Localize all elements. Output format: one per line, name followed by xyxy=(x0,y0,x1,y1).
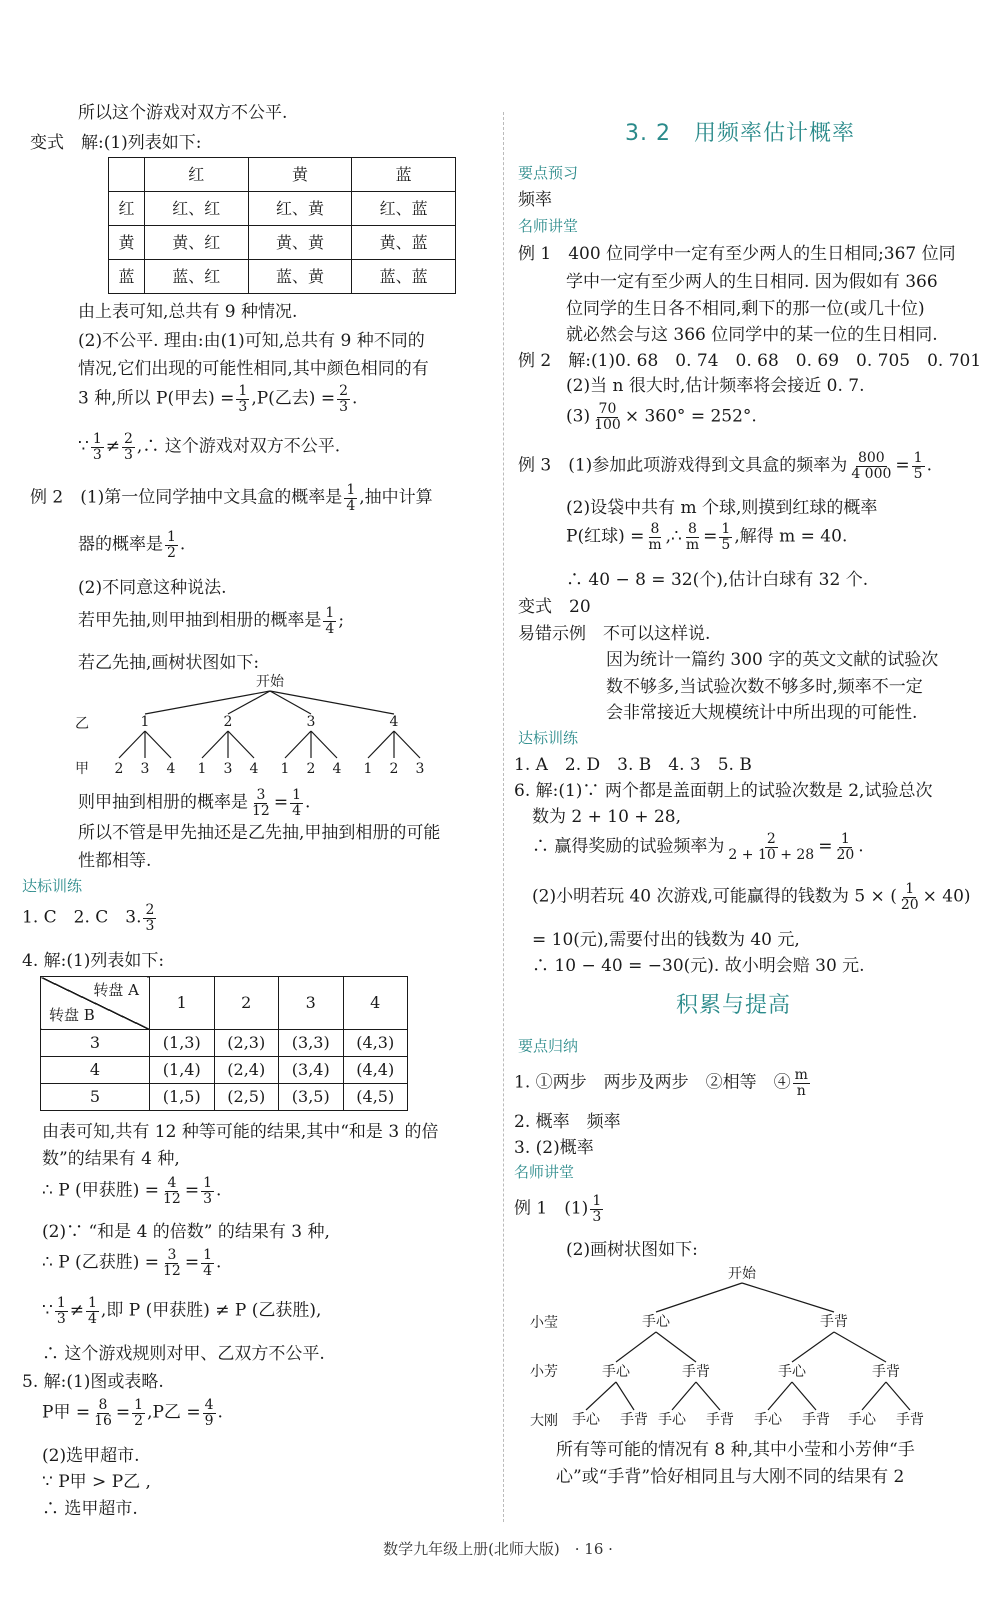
tree-branch xyxy=(145,691,270,714)
text-line: (2)选甲超市. xyxy=(42,1446,140,1466)
tree-branch xyxy=(616,1382,634,1410)
tree-branch xyxy=(656,1283,742,1312)
table-row xyxy=(109,260,456,294)
tree-node: 3 xyxy=(306,714,316,730)
corner-label-bottom: 转盘 B xyxy=(49,1006,95,1025)
tree-branch xyxy=(616,1332,656,1362)
text-line: 性都相等. xyxy=(78,851,152,871)
tree-leaf: 4 xyxy=(249,761,259,776)
table-cell: (2,4) xyxy=(214,1057,279,1084)
section-title: 积累与提高 xyxy=(676,993,792,1018)
spinner-table xyxy=(40,976,408,1111)
text-line: 数为 2 + 10 + 28, xyxy=(532,807,681,827)
formula-line: 例 1 (1) $\frac{1}{3}$ xyxy=(514,1193,602,1225)
text-line: 数”的结果有 4 种, xyxy=(42,1149,180,1169)
tree-leaf: 4 xyxy=(166,761,176,776)
table-cell: (4,3) xyxy=(343,1030,408,1057)
table-cell: 蓝、蓝 xyxy=(352,260,456,294)
tree-root: 开始 xyxy=(728,1266,756,1282)
tree-node: 1 xyxy=(140,714,150,730)
tree-leaf: 3 xyxy=(140,761,150,776)
tree-branch xyxy=(792,1382,816,1410)
text-line: 因为统计一篇约 300 字的英文文献的试验次 xyxy=(606,650,939,670)
table-cell: (1,5) xyxy=(150,1084,215,1111)
tree-branch xyxy=(228,731,254,758)
tree-branch xyxy=(586,1382,616,1410)
text-line: 4. 解:(1)列表如下: xyxy=(22,951,165,971)
formula-line: 3 种,所以 P(甲去) = $\frac{1}{3}$ ,P(乙去) = $\frac{2}{3}$ . xyxy=(78,383,358,415)
table-cell: 红 xyxy=(109,192,145,226)
corner-label-top: 转盘 A xyxy=(93,981,139,999)
text-line: 心”或“手背”恰好相同且与大刚不同的结果有 2 xyxy=(556,1467,905,1487)
tree-row-label: 甲 xyxy=(75,761,89,776)
section-label: 要点归纳 xyxy=(518,1037,579,1055)
tree-leaf: 手背 xyxy=(706,1412,734,1428)
tree-leaf: 4 xyxy=(332,761,342,776)
table-cell: 蓝 xyxy=(109,260,145,294)
formula-line: ∵ $\frac{1}{3}$ ≠ $\frac{1}{4}$ ,即 P (甲获胜) ≠ P (乙获胜), xyxy=(42,1295,322,1327)
tree-branch xyxy=(886,1382,910,1410)
tree-node: 手心 xyxy=(642,1314,670,1330)
table-cell: (2,5) xyxy=(214,1084,279,1111)
text-line: (2)不同意这种说法. xyxy=(78,578,227,598)
table-row xyxy=(109,226,456,260)
formula-line: ∴ P (乙获胜) = $\frac{3}{12}$ = $\frac{1}{4}$ . xyxy=(42,1247,222,1279)
text-line: ∴ 这个游戏规则对甲、乙双方不公平. xyxy=(42,1344,325,1364)
table-cell: 红、黄 xyxy=(248,192,352,226)
tree-leaf: 3 xyxy=(223,761,233,776)
formula-line: 1. ①两步 两步及两步 ②相等 ④ $\frac{m}{n}$ xyxy=(514,1067,808,1099)
table-cell: 黄 xyxy=(248,158,352,192)
table-cell: (1,3) xyxy=(150,1030,215,1057)
tree-node: 手背 xyxy=(682,1364,710,1380)
text-line: ∴ 选甲超市. xyxy=(42,1499,138,1519)
formula-line: P(红球) = $\frac{8}{m}$ ,∴ $\frac{8}{m}$ = $\frac{1}{5}$ ,解得 m = 40. xyxy=(566,521,848,553)
tree-row-label: 大刚 xyxy=(530,1413,558,1429)
tree-node: 手背 xyxy=(872,1364,900,1380)
text-line: ∵ P甲 > P乙 , xyxy=(42,1472,151,1492)
text-line: (2)画树状图如下: xyxy=(566,1240,698,1260)
text-line: 情况,它们出现的可能性相同,其中颜色相同的有 xyxy=(78,359,429,379)
tree-leaf: 2 xyxy=(389,761,399,776)
table-cell: 黄、蓝 xyxy=(352,226,456,260)
table-header-cell: 4 xyxy=(343,977,408,1030)
tree-leaf: 手心 xyxy=(848,1412,876,1428)
tree-node: 4 xyxy=(389,714,399,730)
table-cell: (3,4) xyxy=(279,1057,344,1084)
tree-leaf: 手背 xyxy=(896,1412,924,1428)
tree-branch xyxy=(202,731,228,758)
formula-line: 例 2 (1)第一位同学抽中文具盒的概率是 $\frac{1}{4}$ ,抽中计算 xyxy=(30,482,433,514)
table-cell: 3 xyxy=(41,1030,150,1057)
tree-branch xyxy=(862,1382,886,1410)
table-cell: (4,4) xyxy=(343,1057,408,1084)
section-label: 达标训练 xyxy=(22,877,83,895)
text-line: 就必然会与这 366 位同学中的某一位的生日相同. xyxy=(566,325,938,345)
table-cell: 蓝、红 xyxy=(144,260,248,294)
text-line: 若乙先抽,画树状图如下: xyxy=(78,653,260,673)
text-line: (2)不公平. 理由:由(1)可知,总共有 9 种不同的 xyxy=(78,331,425,351)
table-cell: (3,5) xyxy=(279,1084,344,1111)
tree-leaf: 2 xyxy=(306,761,316,776)
text-line: 例 1 400 位同学中一定有至少两人的生日相同;367 位同 xyxy=(518,244,956,264)
text-line: 易错示例 不可以这样说. xyxy=(518,624,711,644)
formula-line: P甲 = $\frac{8}{16}$ = $\frac{1}{2}$ ,P乙 = $\frac{4}{9}$ . xyxy=(42,1397,223,1429)
table-row xyxy=(41,1084,408,1111)
tree-leaf: 1 xyxy=(197,761,207,776)
formula-line: (3) $\frac{70}{100}$ × 360° = 252°. xyxy=(566,401,757,433)
table-cell: 4 xyxy=(41,1057,150,1084)
tree-leaf: 3 xyxy=(415,761,425,776)
text-line: 2. 概率 频率 xyxy=(514,1112,621,1132)
tree-leaf: 手心 xyxy=(572,1412,600,1428)
table-cell: 红 xyxy=(144,158,248,192)
table-corner-cell xyxy=(41,977,150,1030)
text-line: (2)当 n 很大时,估计频率将会接近 0. 7. xyxy=(566,376,865,396)
section-label: 名师讲堂 xyxy=(518,217,579,235)
tree-root: 开始 xyxy=(256,674,284,690)
tree-row-label: 乙 xyxy=(75,716,89,732)
table-header-cell: 2 xyxy=(214,977,279,1030)
formula-line: ∴ 赢得奖励的试验频率为 $\frac{2}{2 + 10 + 28}$ = $\frac{1}{20}$ . xyxy=(532,831,864,863)
formula-line: 例 3 (1)参加此项游戏得到文具盒的频率为 $\frac{800}{4 000}$ = $\frac{1}{5}$ . xyxy=(518,450,932,482)
table-cell: 黄、红 xyxy=(144,226,248,260)
table-cell: (2,3) xyxy=(214,1030,279,1057)
tree-branch xyxy=(742,1283,834,1312)
tree-node: 手心 xyxy=(602,1364,630,1380)
tree-branch xyxy=(656,1332,696,1362)
section-label: 达标训练 xyxy=(518,729,579,747)
table-cell xyxy=(109,158,145,192)
text-line: 学中一定有至少两人的生日相同. 因为假如有 366 xyxy=(566,272,938,292)
tree-branch xyxy=(145,731,171,758)
formula-line: ∴ P (甲获胜) = $\frac{4}{12}$ = $\frac{1}{3}$ . xyxy=(42,1175,222,1207)
table-cell: 黄、黄 xyxy=(248,226,352,260)
text-line: (2)设袋中共有 m 个球,则摸到红球的概率 xyxy=(566,498,878,518)
table-header-cell: 3 xyxy=(279,977,344,1030)
formula-line: 1. C 2. C 3. $\frac{2}{3}$ xyxy=(22,902,155,934)
tree-row-label: 小莹 xyxy=(530,1315,558,1331)
text-line: (2)∵ “和是 4 的倍数” 的结果有 3 种, xyxy=(42,1222,330,1242)
tree-diagram-1 xyxy=(70,670,470,776)
text-line: 变式 20 xyxy=(518,597,591,617)
formula-line: 则甲抽到相册的概率是 $\frac{3}{12}$ = $\frac{1}{4}$ . xyxy=(78,787,311,819)
formula-line: 器的概率是 $\frac{1}{2}$ . xyxy=(78,529,186,561)
text-line: = 10(元),需要付出的钱数为 40 元, xyxy=(532,930,800,950)
text-line: ∴ 10 − 40 = −30(元). 故小明会赔 30 元. xyxy=(532,956,865,976)
tree-node: 手背 xyxy=(820,1314,848,1330)
text-line: 5. 解:(1)图或表略. xyxy=(22,1372,164,1392)
table-row xyxy=(41,1030,408,1057)
text-line: 由表可知,共有 12 种等可能的结果,其中“和是 3 的倍 xyxy=(42,1122,439,1142)
text-line: 位同学的生日各不相同,剩下的那一位(或几十位) xyxy=(566,299,925,319)
text-line: 频率 xyxy=(518,190,552,210)
table-cell: 红、红 xyxy=(144,192,248,226)
text-line: 所以这个游戏对双方不公平. xyxy=(78,103,288,123)
column-divider xyxy=(503,112,504,1522)
tree-leaf: 2 xyxy=(114,761,124,776)
tree-leaf: 手背 xyxy=(802,1412,830,1428)
text-line: 3. (2)概率 xyxy=(514,1138,594,1158)
tree-branch xyxy=(792,1332,834,1362)
text-line: 变式 解:(1)列表如下: xyxy=(30,133,202,153)
page-footer: 数学九年级上册(北师大版) · 16 · xyxy=(383,1540,613,1558)
tree-branch xyxy=(696,1382,720,1410)
tree-leaf: 手心 xyxy=(754,1412,782,1428)
table-cell: 黄 xyxy=(109,226,145,260)
tree-branch xyxy=(285,731,311,758)
tree-node: 手心 xyxy=(778,1364,806,1380)
text-line: 1. A 2. D 3. B 4. 3 5. B xyxy=(514,755,752,775)
text-line: 所以不管是甲先抽还是乙先抽,甲抽到相册的可能 xyxy=(78,823,441,843)
tree-leaf: 手背 xyxy=(620,1412,648,1428)
table-row xyxy=(109,158,456,192)
section-title: 3. 2 用频率估计概率 xyxy=(625,121,855,146)
text-line: 所有等可能的情况有 8 种,其中小莹和小芳伸“手 xyxy=(556,1440,915,1460)
text-line: 会非常接近大规模统计中所出现的可能性. xyxy=(606,703,918,723)
table-header-row xyxy=(41,977,408,1030)
tree-node: 2 xyxy=(223,714,233,730)
tree-leaf: 1 xyxy=(280,761,290,776)
tree-diagram-2 xyxy=(510,1258,950,1438)
tree-leaf: 手心 xyxy=(658,1412,686,1428)
text-line: ∴ 40 − 8 = 32(个),估计白球有 32 个. xyxy=(566,570,869,590)
tree-branch xyxy=(119,731,145,758)
table-cell: 红、蓝 xyxy=(352,192,456,226)
color-table xyxy=(108,157,456,294)
table-cell: (3,3) xyxy=(279,1030,344,1057)
tree-row-label: 小芳 xyxy=(530,1364,558,1380)
tree-branch xyxy=(672,1382,696,1410)
tree-leaf: 1 xyxy=(363,761,373,776)
table-cell: (4,5) xyxy=(343,1084,408,1111)
tree-branch xyxy=(311,731,337,758)
table-cell: (1,4) xyxy=(150,1057,215,1084)
section-label: 名师讲堂 xyxy=(514,1163,575,1181)
tree-branch xyxy=(394,731,420,758)
table-cell: 5 xyxy=(41,1084,150,1111)
tree-branch xyxy=(368,731,394,758)
formula-line: (2)小明若玩 40 次游戏,可能赢得的钱数为 5 × ( $\frac{1}{20}$ × 40) xyxy=(532,881,971,913)
text-line: 数不够多,当试验次数不够多时,频率不一定 xyxy=(606,677,923,697)
section-label: 要点预习 xyxy=(518,164,579,182)
table-header-cell: 1 xyxy=(150,977,215,1030)
tree-branch xyxy=(270,691,394,714)
text-line: 由上表可知,总共有 9 种情况. xyxy=(78,302,298,322)
text-line: 6. 解:(1)∵ 两个都是盖面朝上的试验次数是 2,试验总次 xyxy=(514,781,933,801)
formula-line: ∵ $\frac{1}{3}$ ≠ $\frac{2}{3}$ ,∴ 这个游戏对双方不公平. xyxy=(78,431,341,463)
table-cell: 蓝 xyxy=(352,158,456,192)
tree-branch xyxy=(768,1382,792,1410)
tree-branch xyxy=(834,1332,886,1362)
table-row xyxy=(41,1057,408,1084)
text-line: 例 2 解:(1)0. 68 0. 74 0. 68 0. 69 0. 705 0. 701 xyxy=(518,351,982,371)
table-row xyxy=(109,192,456,226)
formula-line: 若甲先抽,则甲抽到相册的概率是 $\frac{1}{4}$ ; xyxy=(78,605,345,637)
table-cell: 蓝、黄 xyxy=(248,260,352,294)
